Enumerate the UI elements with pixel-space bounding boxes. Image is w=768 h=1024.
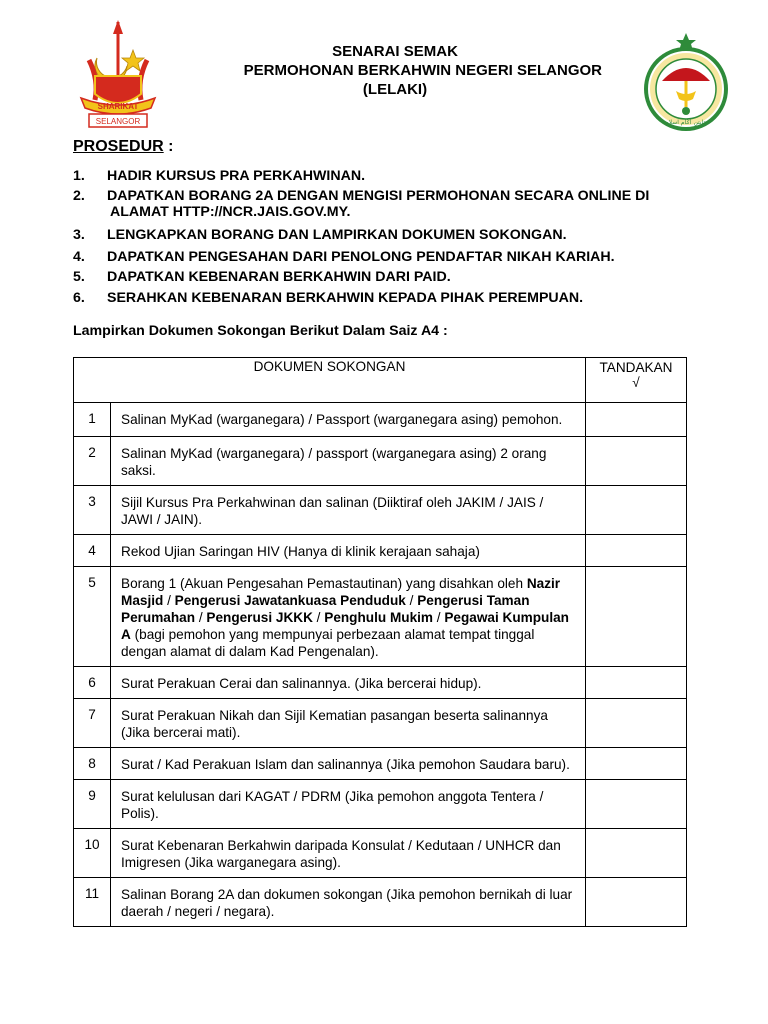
row-text-part: / xyxy=(433,610,445,625)
seal-script-text: جابتن اݢام اسلام xyxy=(664,119,708,126)
table-row xyxy=(74,567,687,667)
table-row xyxy=(74,699,687,748)
step-number: 5. xyxy=(73,269,85,285)
procedure-step xyxy=(73,168,365,184)
table-row xyxy=(74,780,687,829)
header-dokumen-sokongan: DOKUMEN SOKONGAN xyxy=(74,358,586,403)
row-description xyxy=(111,567,586,667)
table-row xyxy=(74,437,687,486)
row-description: Rekod Ujian Saringan HIV (Hanya di klinik kerajaan sahaja) xyxy=(111,535,586,567)
row-text-part: / xyxy=(312,610,325,625)
row-description: Salinan Borang 2A dan dokumen sokongan (Jika pemohon bernikah di luar daerah / negeri / negara). xyxy=(111,878,586,927)
table-row xyxy=(74,403,687,437)
procedure-heading xyxy=(73,138,173,156)
title-line-2: PERMOHONAN BERKAHWIN NEGERI SELANGOR xyxy=(243,62,602,79)
row-text-bold: Pengerusi Jawatankuasa Penduduk xyxy=(174,593,406,608)
checkmark-icon: √ xyxy=(632,375,640,390)
row-number: 6 xyxy=(74,667,111,699)
supporting-documents-table xyxy=(73,357,687,927)
title-line-1: SENARAI SEMAK xyxy=(332,43,458,60)
row-description: Salinan MyKad (warganegara) / Passport (warganegara asing) pemohon. xyxy=(111,403,586,437)
table-row xyxy=(74,878,687,927)
step-text-continued: ALAMAT HTTP://NCR.JAIS.GOV.MY. xyxy=(110,204,351,220)
row-number: 3 xyxy=(74,486,111,535)
step-text: HADIR KURSUS PRA PERKAHWINAN. xyxy=(107,168,366,184)
procedure-heading-label: PROSEDUR xyxy=(73,138,164,155)
row-text-part: / xyxy=(405,593,418,608)
attachment-instruction: Lampirkan Dokumen Sokongan Berikut Dalam Saiz A4 : xyxy=(73,323,448,339)
tick-checkbox[interactable] xyxy=(586,667,687,699)
step-number: 6. xyxy=(73,290,85,306)
table-row xyxy=(74,667,687,699)
procedure-step xyxy=(73,269,451,285)
row-description: Surat Perakuan Cerai dan salinannya. (Jika bercerai hidup). xyxy=(111,667,586,699)
table-row xyxy=(74,486,687,535)
row-text-bold: Pengerusi JKKK xyxy=(206,610,313,625)
row-description: Salinan MyKad (warganegara) / passport (warganegara asing) 2 orang saksi. xyxy=(111,437,586,486)
selangor-crest-logo xyxy=(75,20,161,132)
row-number: 11 xyxy=(74,878,111,927)
row-text-part: (bagi pemohon yang mempunyai perbezaan alamat tempat tinggal dengan alamat di dalam Kad Pengenalan). xyxy=(121,627,535,659)
row-description: Sijil Kursus Pra Perkahwinan dan salinan (Diiktiraf oleh JAKIM / JAIS / JAWI / JAIN). xyxy=(111,486,586,535)
procedure-heading-colon: : xyxy=(163,138,174,155)
procedure-step xyxy=(73,188,649,220)
procedure-step xyxy=(73,290,583,306)
tick-checkbox[interactable] xyxy=(586,748,687,780)
tick-checkbox[interactable] xyxy=(586,535,687,567)
tick-checkbox[interactable] xyxy=(586,403,687,437)
row-text-bold: Penghulu Mukim xyxy=(324,610,433,625)
row-text-part: / xyxy=(163,593,175,608)
tick-checkbox[interactable] xyxy=(586,878,687,927)
header-tandakan xyxy=(586,358,687,403)
row-number: 5 xyxy=(74,567,111,667)
row-description: Surat Perakuan Nikah dan Sijil Kematian pasangan beserta salinannya (Jika bercerai mati). xyxy=(111,699,586,748)
table-row xyxy=(74,829,687,878)
row-text-part: / xyxy=(195,610,207,625)
step-text: DAPATKAN KEBENARAN BERKAHWIN DARI PAID. xyxy=(107,269,451,285)
row-number: 4 xyxy=(74,535,111,567)
row-description: Surat / Kad Perakuan Islam dan salinannya (Jika pemohon Saudara baru). xyxy=(111,748,586,780)
row-text-bold: Pengerusi Taman Perumahan xyxy=(121,593,530,625)
table-row xyxy=(74,535,687,567)
step-text: LENGKAPKAN BORANG DAN LAMPIRKAN DOKUMEN SOKONGAN. xyxy=(107,227,567,243)
jais-seal-logo xyxy=(640,33,732,133)
row-text-bold: Nazir Masjid xyxy=(121,576,561,608)
crest-banner-text: SHARIKAT xyxy=(97,102,139,111)
tick-checkbox[interactable] xyxy=(586,486,687,535)
table-header-row xyxy=(74,358,687,403)
tick-checkbox[interactable] xyxy=(586,829,687,878)
step-text: SERAHKAN KEBENARAN BERKAHWIN KEPADA PIHAK PEREMPUAN. xyxy=(107,290,584,306)
procedure-step xyxy=(73,227,567,243)
step-text: DAPATKAN BORANG 2A DENGAN MENGISI PERMOHONAN SECARA ONLINE DI xyxy=(107,188,650,204)
row-text-bold: Pegawai Kumpulan A xyxy=(121,610,569,642)
row-description: Surat Kebenaran Berkahwin daripada Konsulat / Kedutaan / UNHCR dan Imigresen (Jika warganegara asing). xyxy=(111,829,586,878)
tick-checkbox[interactable] xyxy=(586,437,687,486)
table-row xyxy=(74,748,687,780)
page-title xyxy=(160,42,630,99)
row-number: 1 xyxy=(74,403,111,437)
step-number: 1. xyxy=(73,168,85,184)
tick-checkbox[interactable] xyxy=(586,567,687,667)
tick-checkbox[interactable] xyxy=(586,699,687,748)
procedure-step xyxy=(73,249,615,265)
step-text: DAPATKAN PENGESAHAN DARI PENOLONG PENDAFTAR NIKAH KARIAH. xyxy=(107,249,615,265)
row-number: 10 xyxy=(74,829,111,878)
row-number: 8 xyxy=(74,748,111,780)
crest-selangor-text: SELANGOR xyxy=(95,117,141,126)
title-line-3: (LELAKI) xyxy=(362,81,428,98)
row-text-part: Borang 1 (Akuan Pengesahan Pemastautinan) yang disahkan oleh xyxy=(121,576,527,591)
header-tandakan-label: TANDAKAN xyxy=(599,360,673,375)
row-description: Surat kelulusan dari KAGAT / PDRM (Jika pemohon anggota Tentera / Polis). xyxy=(111,780,586,829)
row-number: 7 xyxy=(74,699,111,748)
step-number: 4. xyxy=(73,249,85,265)
row-number: 9 xyxy=(74,780,111,829)
tick-checkbox[interactable] xyxy=(586,780,687,829)
step-number: 2. xyxy=(73,188,85,204)
row-number: 2 xyxy=(74,437,111,486)
step-number: 3. xyxy=(73,227,85,243)
